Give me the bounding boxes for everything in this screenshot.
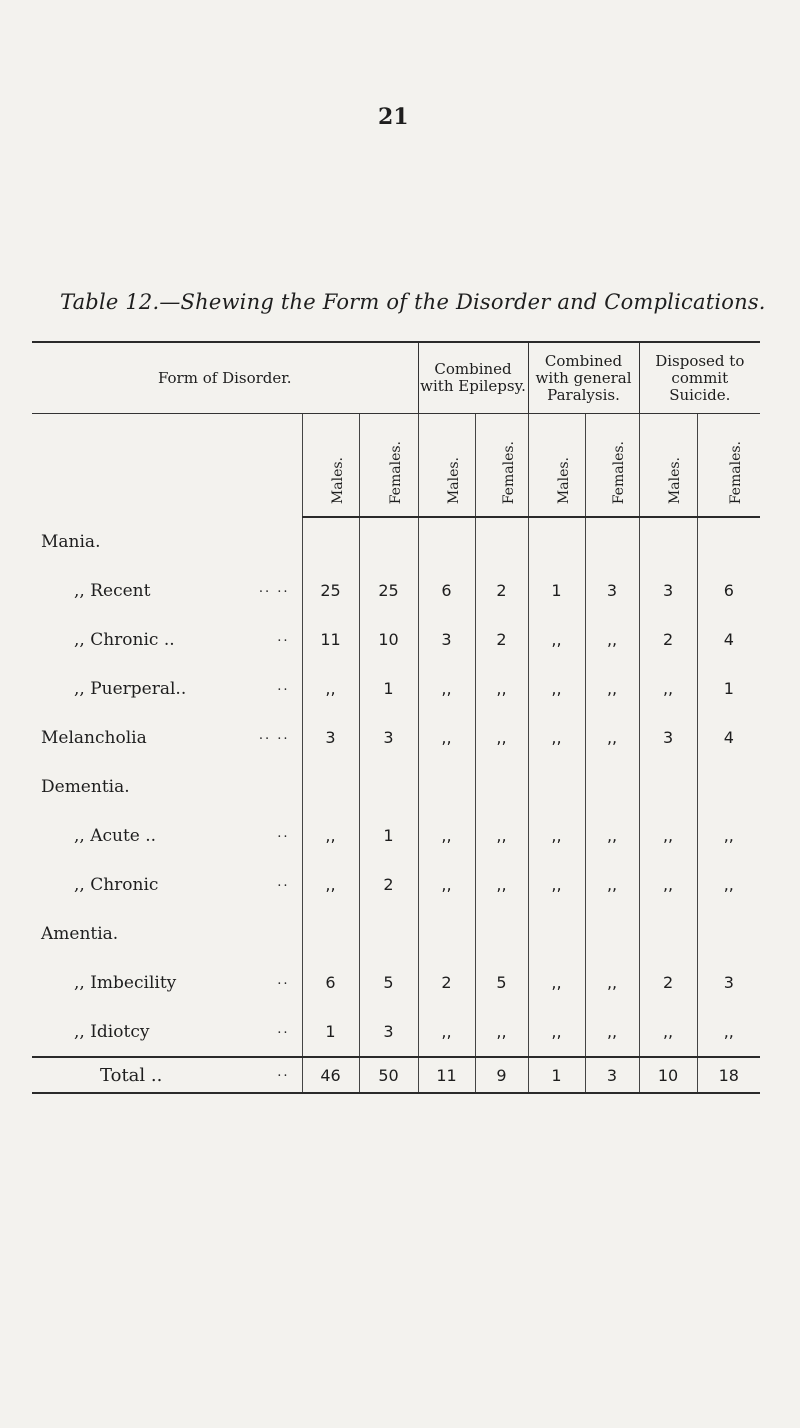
total-cell: 50 xyxy=(359,1057,418,1093)
table-cell: 2 xyxy=(359,860,418,909)
table-cell: ,, xyxy=(585,664,639,713)
table-cell: ,, xyxy=(639,1007,697,1057)
table-cell: 3 xyxy=(639,713,697,762)
table-cell xyxy=(302,517,359,566)
table-cell xyxy=(475,909,528,958)
sub-header-females: Females. xyxy=(359,414,418,518)
table-cell xyxy=(528,909,585,958)
table-cell: 1 xyxy=(359,664,418,713)
table-cell: ,, xyxy=(418,664,475,713)
table-cell: 3 xyxy=(359,713,418,762)
table-cell: ,, xyxy=(528,860,585,909)
table-cell: ,, xyxy=(585,811,639,860)
total-label: Total .. .. xyxy=(32,1057,302,1093)
table-cell: 2 xyxy=(639,958,697,1007)
table-cell: ,, xyxy=(639,860,697,909)
row-label: Dementia. xyxy=(41,776,130,797)
table-cell: ,, xyxy=(585,860,639,909)
table-cell: 3 xyxy=(418,615,475,664)
table-cell: ,, xyxy=(639,664,697,713)
table-cell: ,, xyxy=(475,860,528,909)
table-cell: ,, xyxy=(418,1007,475,1057)
table-cell: ,, xyxy=(639,811,697,860)
table-row xyxy=(32,958,760,1007)
table-cell xyxy=(475,762,528,811)
row-label: ,, Idiotcy .. xyxy=(74,1021,290,1042)
table-cell: 10 xyxy=(359,615,418,664)
table-cell: 2 xyxy=(475,566,528,615)
table-cell xyxy=(585,762,639,811)
disorder-table xyxy=(32,341,760,1094)
table-cell: 3 xyxy=(359,1007,418,1057)
sub-header-males: Males. xyxy=(418,414,475,518)
table-cell xyxy=(359,909,418,958)
form-of-disorder-header: Form of Disorder. xyxy=(32,342,418,414)
table-row xyxy=(32,615,760,664)
table-cell: 5 xyxy=(359,958,418,1007)
table-cell: 1 xyxy=(359,811,418,860)
row-label: Mania. xyxy=(41,531,101,552)
table-cell: 2 xyxy=(639,615,697,664)
table-cell: 3 xyxy=(302,713,359,762)
table-cell xyxy=(528,762,585,811)
table-cell: 2 xyxy=(475,615,528,664)
table-cell: 11 xyxy=(302,615,359,664)
page-number: 21 xyxy=(378,104,409,130)
table-cell xyxy=(302,762,359,811)
table-cell: ,, xyxy=(585,615,639,664)
table-cell xyxy=(418,517,475,566)
sub-header-males: Males. xyxy=(302,414,359,518)
table-cell: 4 xyxy=(697,615,760,664)
table-cell: 25 xyxy=(359,566,418,615)
table-cell: 5 xyxy=(475,958,528,1007)
total-cell: 11 xyxy=(418,1057,475,1093)
sex-header-row xyxy=(32,414,760,518)
suicide-header: Disposed to commit Suicide. xyxy=(639,342,760,414)
table-row xyxy=(32,713,760,762)
table-cell: ,, xyxy=(528,615,585,664)
epilepsy-header: Combined with Epilepsy. xyxy=(418,342,528,414)
total-cell: 10 xyxy=(639,1057,697,1093)
table-cell: 6 xyxy=(302,958,359,1007)
total-row xyxy=(32,1057,760,1093)
row-label: Amentia. xyxy=(41,923,119,944)
table-cell xyxy=(418,762,475,811)
table-row xyxy=(32,566,760,615)
table-cell xyxy=(302,909,359,958)
table-cell: ,, xyxy=(475,811,528,860)
table-cell xyxy=(359,517,418,566)
table-cell: 1 xyxy=(697,664,760,713)
table-cell: ,, xyxy=(418,713,475,762)
table-cell: 4 xyxy=(697,713,760,762)
table-cell xyxy=(475,517,528,566)
table-cell xyxy=(359,762,418,811)
table-cell: ,, xyxy=(418,860,475,909)
total-cell: 18 xyxy=(697,1057,760,1093)
table-cell: ,, xyxy=(697,860,760,909)
sub-header-males: Males. xyxy=(528,414,585,518)
table-cell: 1 xyxy=(302,1007,359,1057)
table-cell: ,, xyxy=(528,664,585,713)
sub-header-females: Females. xyxy=(697,414,760,518)
table-cell: ,, xyxy=(475,713,528,762)
table-cell xyxy=(639,762,697,811)
table-cell: 25 xyxy=(302,566,359,615)
table-cell xyxy=(639,909,697,958)
table-cell: ,, xyxy=(585,1007,639,1057)
total-cell: 46 xyxy=(302,1057,359,1093)
table-cell: ,, xyxy=(697,811,760,860)
row-label: Melancholia .. .. xyxy=(41,727,290,748)
table-cell xyxy=(418,909,475,958)
table-cell: 6 xyxy=(697,566,760,615)
table-row xyxy=(32,517,760,566)
table-cell xyxy=(697,517,760,566)
table-cell: ,, xyxy=(585,713,639,762)
table-cell: ,, xyxy=(528,958,585,1007)
table-cell: 3 xyxy=(697,958,760,1007)
table-cell: 2 xyxy=(418,958,475,1007)
table-row xyxy=(32,811,760,860)
table-cell: ,, xyxy=(302,811,359,860)
table-cell: ,, xyxy=(528,713,585,762)
row-label: ,, Recent .. .. xyxy=(74,580,290,601)
table-cell: 3 xyxy=(585,566,639,615)
table-cell: ,, xyxy=(528,1007,585,1057)
table-cell xyxy=(585,909,639,958)
table-cell: 1 xyxy=(528,566,585,615)
table-row xyxy=(32,762,760,811)
table-cell: ,, xyxy=(585,958,639,1007)
sub-header-females: Females. xyxy=(585,414,639,518)
table-cell: 3 xyxy=(639,566,697,615)
table-cell: ,, xyxy=(302,664,359,713)
table-cell xyxy=(639,517,697,566)
table-row xyxy=(32,909,760,958)
row-label: ,, Acute .. .. xyxy=(74,825,290,846)
table-cell xyxy=(697,762,760,811)
table-cell: ,, xyxy=(475,664,528,713)
sub-header-males: Males. xyxy=(639,414,697,518)
table-title-lead: Table 12. xyxy=(60,290,160,314)
table-cell xyxy=(528,517,585,566)
group-header-row xyxy=(32,342,760,414)
general-paralysis-header: Combined with general Paralysis. xyxy=(528,342,639,414)
row-label: ,, Imbecility .. xyxy=(74,972,290,993)
table-cell: ,, xyxy=(302,860,359,909)
table-title xyxy=(60,290,766,314)
row-label: ,, Chronic .. xyxy=(74,874,290,895)
table-cell: ,, xyxy=(528,811,585,860)
sub-header-females: Females. xyxy=(475,414,528,518)
table-body xyxy=(32,517,760,1057)
table-row xyxy=(32,1007,760,1057)
total-cell: 9 xyxy=(475,1057,528,1093)
table-cell xyxy=(697,909,760,958)
table-cell: 6 xyxy=(418,566,475,615)
total-cell: 1 xyxy=(528,1057,585,1093)
row-label: ,, Chronic .. .. xyxy=(74,629,290,650)
table-cell xyxy=(585,517,639,566)
table-row xyxy=(32,860,760,909)
table-cell: ,, xyxy=(697,1007,760,1057)
table-cell: ,, xyxy=(475,1007,528,1057)
table-cell: ,, xyxy=(418,811,475,860)
total-cell: 3 xyxy=(585,1057,639,1093)
row-label: ,, Puerperal.. .. xyxy=(74,678,290,699)
table-title-text: —Shewing the Form of the Disorder and Complications. xyxy=(159,290,766,314)
table-row xyxy=(32,664,760,713)
